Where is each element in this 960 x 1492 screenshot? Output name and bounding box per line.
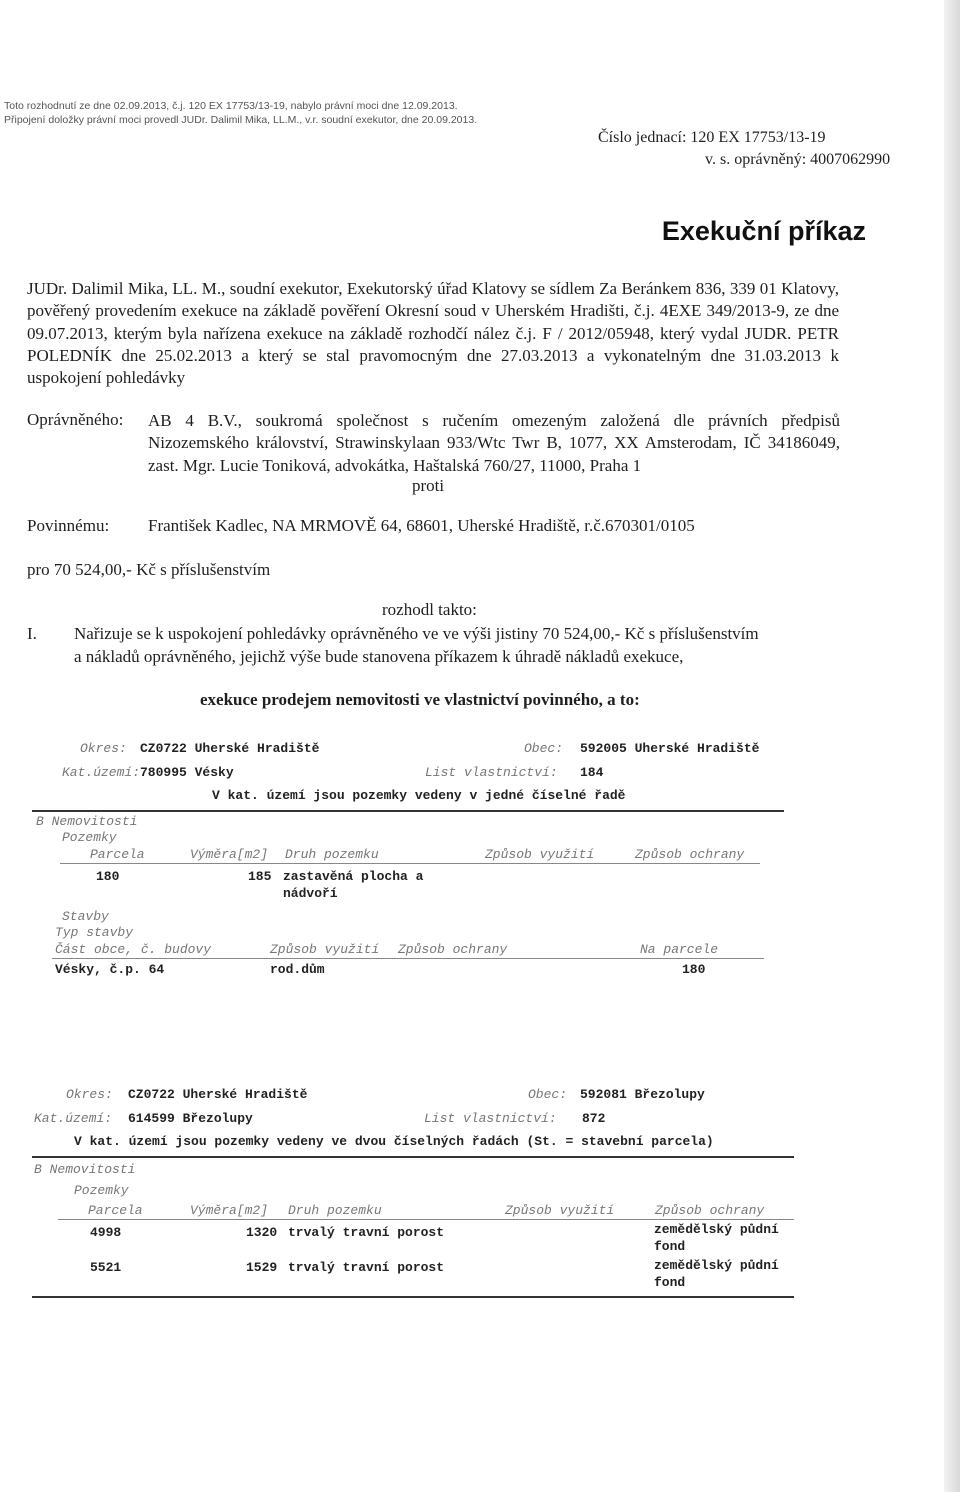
e1-col-s-ochrany: Způsob ochrany [398, 942, 508, 957]
e2-section-b: B Nemovitosti [34, 1162, 136, 1177]
e1-header-rule [60, 863, 760, 864]
e2-row2-parcela: 5521 [90, 1260, 122, 1275]
decision-item-line2: a nákladů oprávněného, jejichž výše bude stanovena příkazem k úhradě nákladů exekuce, [74, 647, 684, 666]
e2-lv-value: 872 [582, 1111, 606, 1126]
e1-row-parcela: 180 [96, 869, 120, 884]
e2-okres-value: CZ0722 Uherské Hradiště [128, 1087, 308, 1102]
e2-pozemky-label: Pozemky [74, 1183, 129, 1198]
e1-katuzemi-label: Kat.území: [62, 765, 141, 780]
debtor-label: Povinnému: [27, 516, 110, 535]
creditor-reference: v. s. oprávněný: 4007062990 [705, 151, 891, 168]
e2-row2-druh: trvalý travní porost [288, 1260, 445, 1275]
e1-s-cast-obce: Vésky, č.p. 64 [55, 962, 165, 977]
e2-row1-ochrana-2: fond [654, 1239, 686, 1254]
e1-col-parcela: Parcela [90, 847, 145, 862]
decision-item-number: I. [27, 624, 37, 643]
e2-katuzemi-label: Kat.území: [34, 1111, 113, 1126]
e1-stavby-rule [52, 958, 764, 959]
e1-row-druh-1: zastavěná plocha a [283, 869, 424, 884]
e1-lv-value: 184 [580, 765, 604, 780]
e1-col-ochrany: Způsob ochrany [635, 847, 745, 862]
e1-col-s-vyuziti: Způsob využití [270, 942, 380, 957]
e2-obec-value: 592081 Březolupy [580, 1087, 705, 1102]
e2-col-ochrany: Způsob ochrany [655, 1203, 765, 1218]
execution-subject: exekuce prodejem nemovitosti ve vlastnictví povinného, a to: [200, 690, 640, 709]
e2-col-parcela: Parcela [88, 1203, 143, 1218]
e2-row2-ochrana-1: zemědělský půdní [654, 1258, 779, 1273]
creditor-label: Oprávněného: [27, 410, 124, 429]
e1-okres-label: Okres: [80, 741, 127, 756]
e1-s-na-parcele: 180 [682, 962, 706, 977]
e1-typ-stavby-label: Typ stavby [55, 925, 134, 940]
e1-s-vyuziti: rod.dům [270, 962, 325, 977]
e2-row1-druh: trvalý travní porost [288, 1225, 445, 1240]
e1-obec-label: Obec: [524, 741, 564, 756]
decision-item-line1: Nařizuje se k uspokojení pohledávky oprávněného ve ve výši jistiny 70 524,00,- Kč s příslušenstvím [74, 624, 759, 643]
e1-col-vymera: Výměra[m2] [190, 847, 269, 862]
decision-heading: rozhodl takto: [382, 600, 477, 619]
e2-separator [32, 1156, 794, 1158]
e1-stavby-label: Stavby [62, 909, 109, 924]
e1-katuzemi-value: 780995 Vésky [140, 765, 234, 780]
e1-note: V kat. území jsou pozemky vedeny v jedné číselné řadě [212, 788, 626, 803]
legal-effect-stamp-line2: Připojení doložky právní moci provedl JUDr. Dalimil Mika, LL.M., v.r. soudní exekutor, dne 20.09.2013. [4, 114, 478, 126]
document-title: Exekuční příkaz [661, 216, 866, 246]
e1-separator [32, 810, 784, 812]
page-edge-shadow [944, 0, 960, 1492]
e2-col-vymera: Výměra[m2] [190, 1203, 269, 1218]
intro-paragraph: JUDr. Dalimil Mika, LL. M., soudní exekutor, Exekutorský úřad Klatovy se sídlem Za Beránkem 836, 339 01 Klatovy, pověřený provedením exekuce na základě pověření Okresní soud v Uherském Hradišti, č.j. 4EXE 349/2013-9, ze dne 09.07.2013, kterým byla nařízena exekuce na základě rozhodčí nález č.j. F / 2012/05948, který vydal JUDR. PETR POLEDNÍK dne 25.02.2013 a který se stal pravomocným dne 27.03.2013 a vykonatelným dne 31.03.2013 k uspokojení pohledávky [27, 279, 839, 388]
e1-lv-label: List vlastnictví: [425, 765, 558, 780]
e2-note: V kat. území jsou pozemky vedeny ve dvou číselných řadách (St. = stavební parcela) [74, 1134, 714, 1149]
e2-row1-parcela: 4998 [90, 1225, 122, 1240]
e2-row2-vymera: 1529 [246, 1260, 278, 1275]
e1-col-druh: Druh pozemku [285, 847, 379, 862]
e1-col-cast-obce: Část obce, č. budovy [55, 942, 212, 957]
e1-pozemky-label: Pozemky [62, 830, 117, 845]
e2-bottom-rule [32, 1296, 794, 1298]
e1-col-na-parcele: Na parcele [640, 942, 719, 957]
amount-line: pro 70 524,00,- Kč s příslušenstvím [27, 560, 271, 579]
e2-header-rule [58, 1219, 794, 1220]
e1-section-b: B Nemovitosti [36, 814, 138, 829]
case-number: Číslo jednací: 120 EX 17753/13-19 [598, 129, 826, 146]
e1-okres-value: CZ0722 Uherské Hradiště [140, 741, 320, 756]
proti-label: proti [412, 476, 445, 495]
e1-row-druh-2: nádvoří [283, 886, 338, 901]
e2-katuzemi-value: 614599 Březolupy [128, 1111, 253, 1126]
e2-col-vyuziti: Způsob využití [505, 1203, 615, 1218]
debtor-text: František Kadlec, NA MRMOVĚ 64, 68601, Uherské Hradiště, r.č.670301/0105 [148, 516, 695, 535]
e2-row1-vymera: 1320 [246, 1225, 278, 1240]
e2-okres-label: Okres: [66, 1087, 113, 1102]
creditor-text: AB 4 B.V., soukromá společnost s ručením omezeným založená dle právních předpisů Nizozemského království, Strawinskylaan 933/Wtc Twr B, 1077, XX Amsterodam, IČ 34186049, zast. Mgr. Lucie Toniková, advokátka, Haštalská 760/27, 11000, Praha 1 [148, 411, 840, 475]
e2-row1-ochrana-1: zemědělský půdní [654, 1222, 779, 1237]
e1-obec-value: 592005 Uherské Hradiště [580, 741, 760, 756]
e2-lv-label: List vlastnictví: [424, 1111, 557, 1126]
e2-obec-label: Obec: [528, 1087, 568, 1102]
e2-row2-ochrana-2: fond [654, 1275, 686, 1290]
e2-col-druh: Druh pozemku [288, 1203, 382, 1218]
legal-effect-stamp-line1: Toto rozhodnutí ze dne 02.09.2013, č.j. 120 EX 17753/13-19, nabylo právní moci dne 12.09.2013. [4, 100, 458, 112]
e1-row-vymera: 185 [248, 869, 272, 884]
e1-col-vyuziti: Způsob využití [485, 847, 595, 862]
